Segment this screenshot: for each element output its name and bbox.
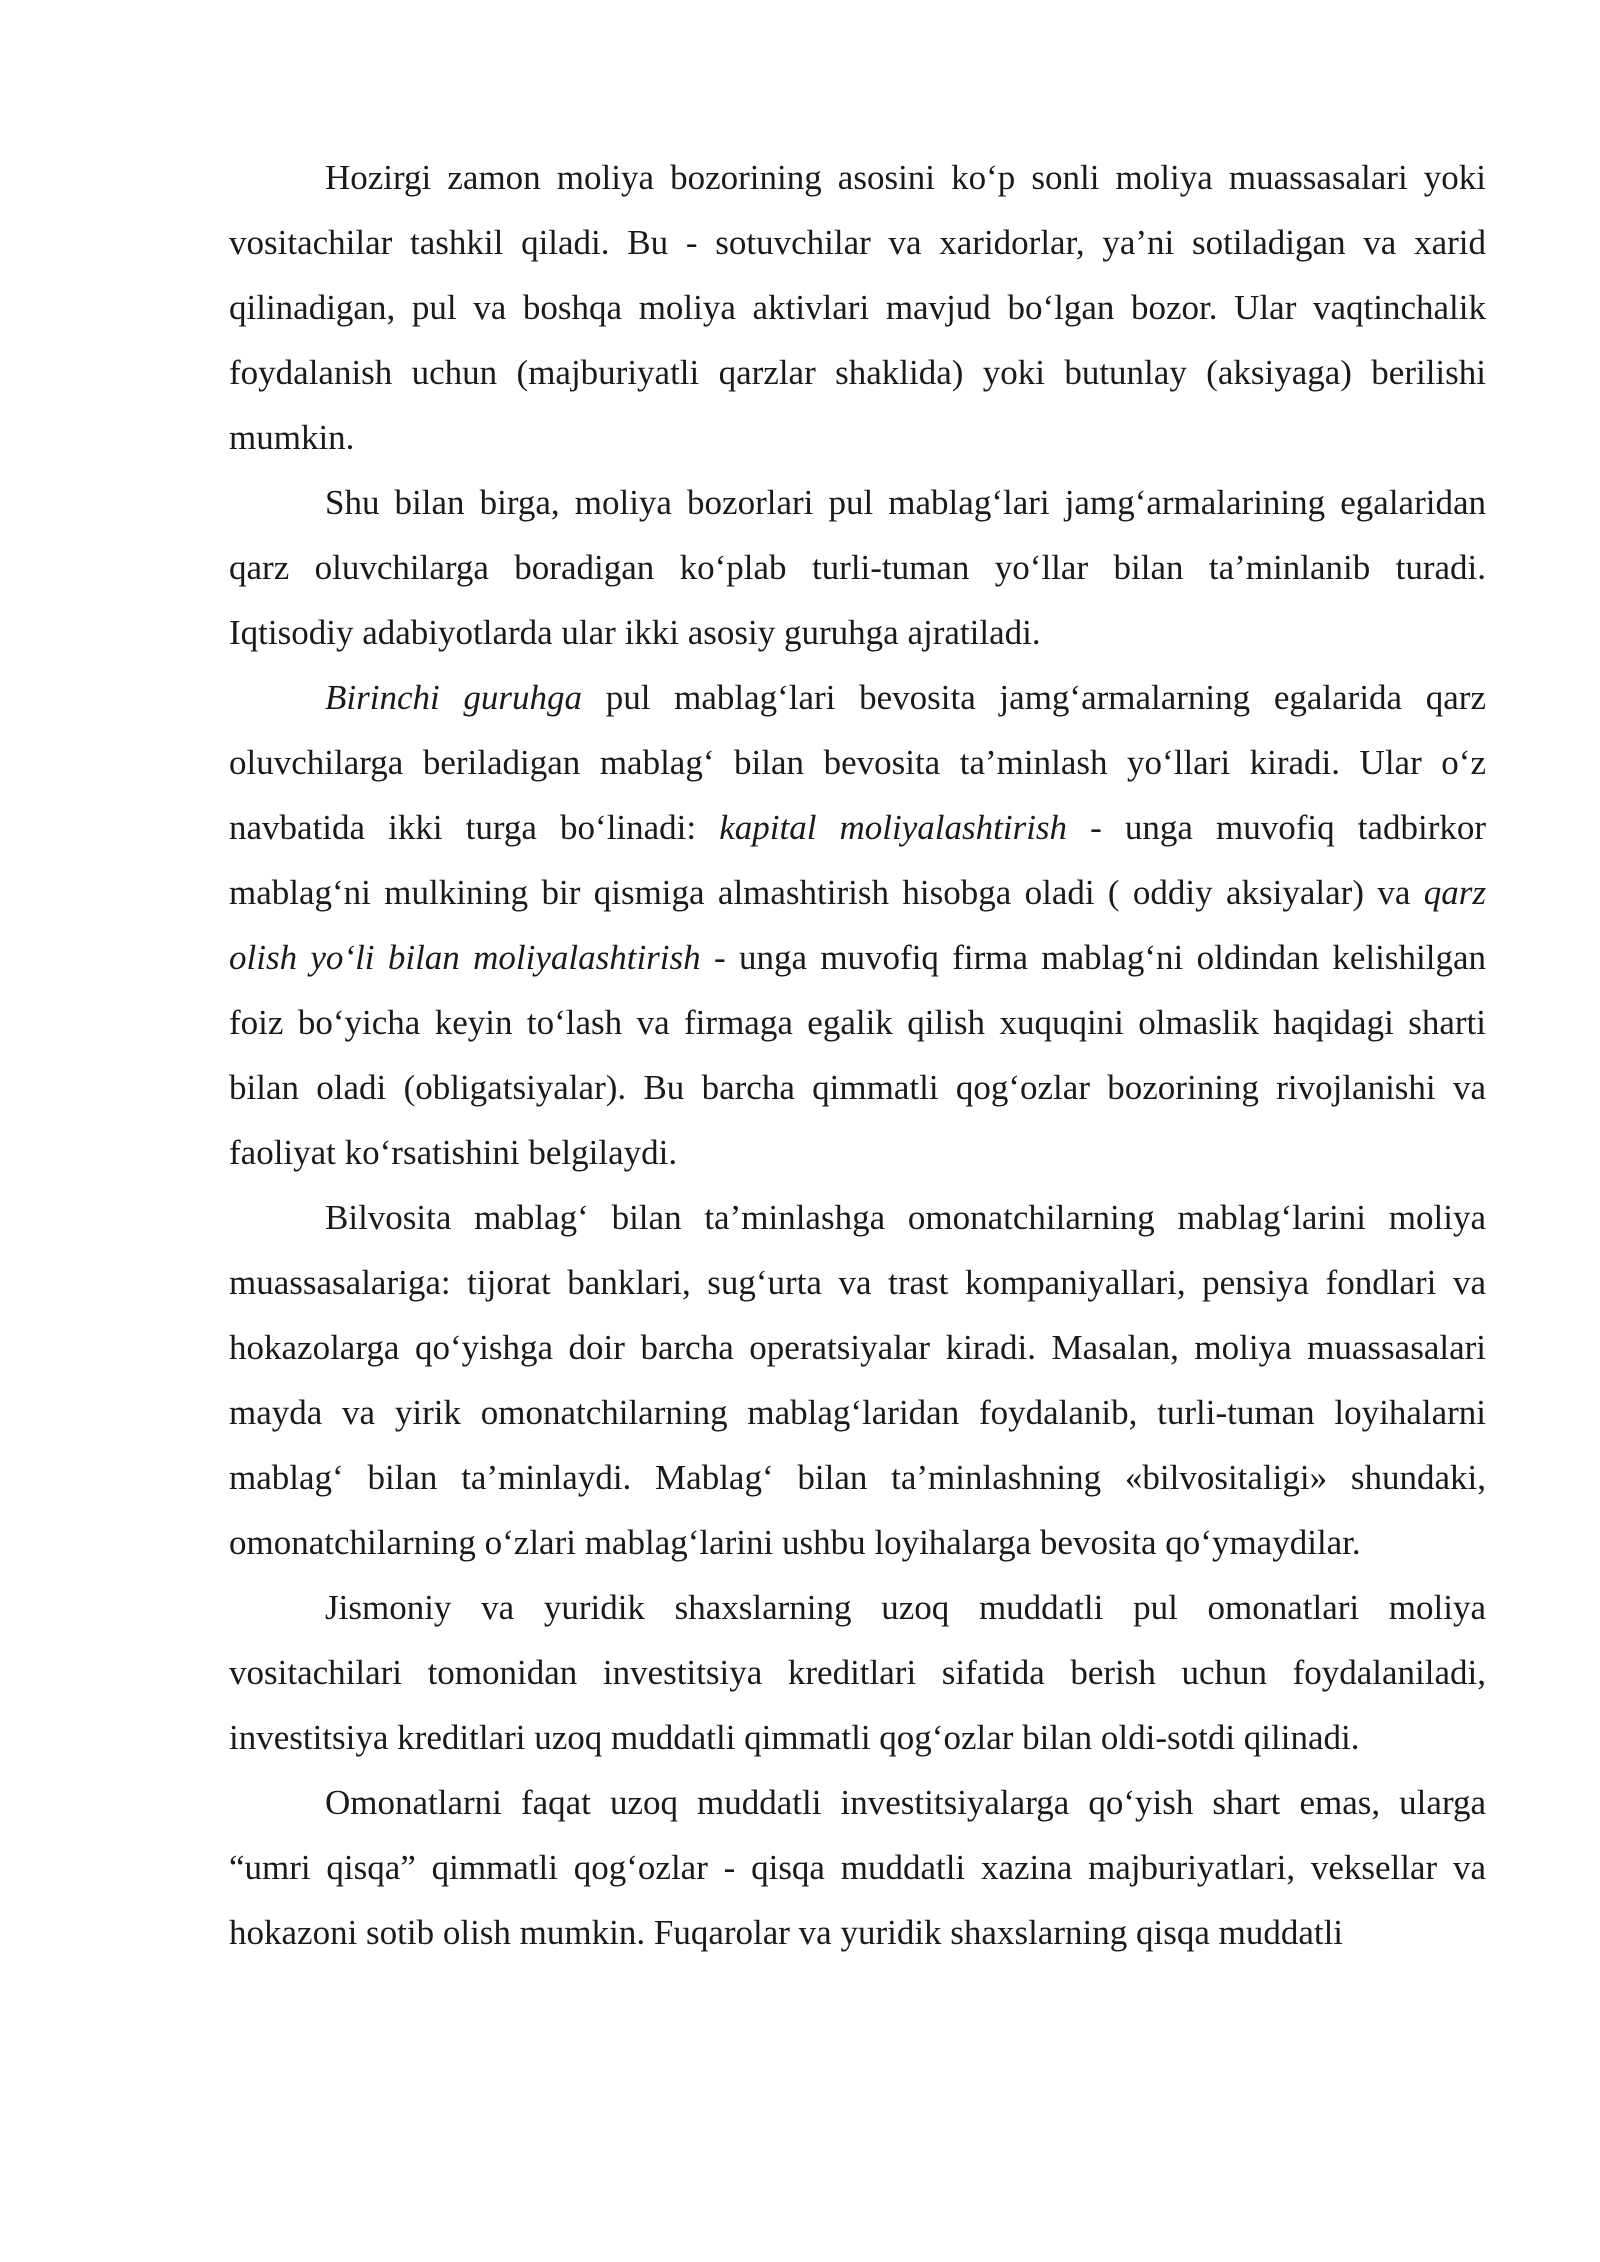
paragraph-text: Hozirgi zamon moliya bozorining asosini ko‘p sonli moliya muassasalari yoki vositachilar tashkil qiladi. Bu - sotuvchilar va xaridorlar, ya’ni sotiladigan va xarid qilinadigan, pul va boshqa moliya aktivlari mavjud bo‘lgan bozor. Ular vaqtinchalik foydalanish uchun (majburiyatli qarzlar shaklida) yoki butunlay (aksiyaga) berilishi mumkin. — [229, 158, 1486, 457]
paragraph-5 — [229, 1575, 1486, 1770]
paragraph-text: - unga muvofiq tadbirkor mablag‘ni mulkining bir qismiga almashtirish hisobga oladi ( oddiy aksiyalar) va — [229, 808, 1487, 912]
italic-term: Birinchi guruhga — [325, 678, 583, 717]
paragraph-2 — [229, 470, 1486, 665]
paragraph-text: Jismoniy va yuridik shaxslarning uzoq muddatli pul omonatlari moliya vositachilari tomonidan investitsiya kreditlari sifatida berish uchun foydalaniladi, investitsiya kreditlari uzoq muddatli qimmatli qog‘ozlar bilan oldi-sotdi qilinadi. — [229, 1588, 1486, 1757]
paragraph-text: pul mablag‘lari bevosita jamg‘armalarning egalarida qarz oluvchilarga beriladigan mablag‘ bilan bevosita ta’minlash yo‘llari kiradi. Ular o‘z navbatida ikki turga bo‘linadi: — [229, 678, 1486, 847]
paragraph-6 — [229, 1770, 1486, 1965]
paragraph-text: - unga muvofiq firma mablag‘ni oldindan kelishilgan foiz bo‘yicha keyin to‘lash va firmaga egalik qilish xuquqini olmaslik haqidagi sharti bilan oladi (obligatsiyalar). Bu barcha qimmatli qog‘ozlar bozorining rivojlanishi va faoliyat ko‘rsatishini belgilaydi. — [229, 938, 1486, 1172]
paragraph-text: Omonatlarni faqat uzoq muddatli investitsiyalarga qo‘yish shart emas, ularga “umri qisqa” qimmatli qog‘ozlar - qisqa muddatli xazina majburiyatlari, veksellar va hokazoni sotib olish mumkin. Fuqarolar va yuridik shaxslarning qisqa muddatli — [229, 1783, 1486, 1952]
paragraph-text: Bilvosita mablag‘ bilan ta’minlashga omonatchilarning mablag‘larini moliya muassasalariga: tijorat banklari, sug‘urta va trast kompaniyallari, pensiya fondlari va hokazolarga qo‘yishga doir barcha operatsiyalar kiradi. Masalan, moliya muassasalari mayda va yirik omonatchilarning mablag‘laridan foydalanib, turli-tuman loyihalarni mablag‘ bilan ta’minlaydi. Mablag‘ bilan ta’minlashning «bilvositaligi» shundaki, omonatchilarning o‘zlari mablag‘larini ushbu loyihalarga bevosita qo‘ymaydilar. — [229, 1198, 1486, 1562]
italic-term: qarz olish yo‘li bilan moliyalashtirish — [229, 873, 1486, 977]
paragraph-3 — [229, 665, 1486, 1185]
italic-term: kapital moliyalashtirish — [719, 808, 1068, 847]
paragraph-4 — [229, 1185, 1486, 1575]
paragraph-1 — [229, 145, 1486, 470]
paragraph-text: Shu bilan birga, moliya bozorlari pul mablag‘lari jamg‘armalarining egalaridan qarz oluvchilarga boradigan ko‘plab turli-tuman yo‘llar bilan ta’minlanib turadi. Iqtisodiy adabiyotlarda ular ikki asosiy guruhga ajratiladi. — [229, 483, 1486, 652]
document-page — [229, 145, 1486, 1965]
